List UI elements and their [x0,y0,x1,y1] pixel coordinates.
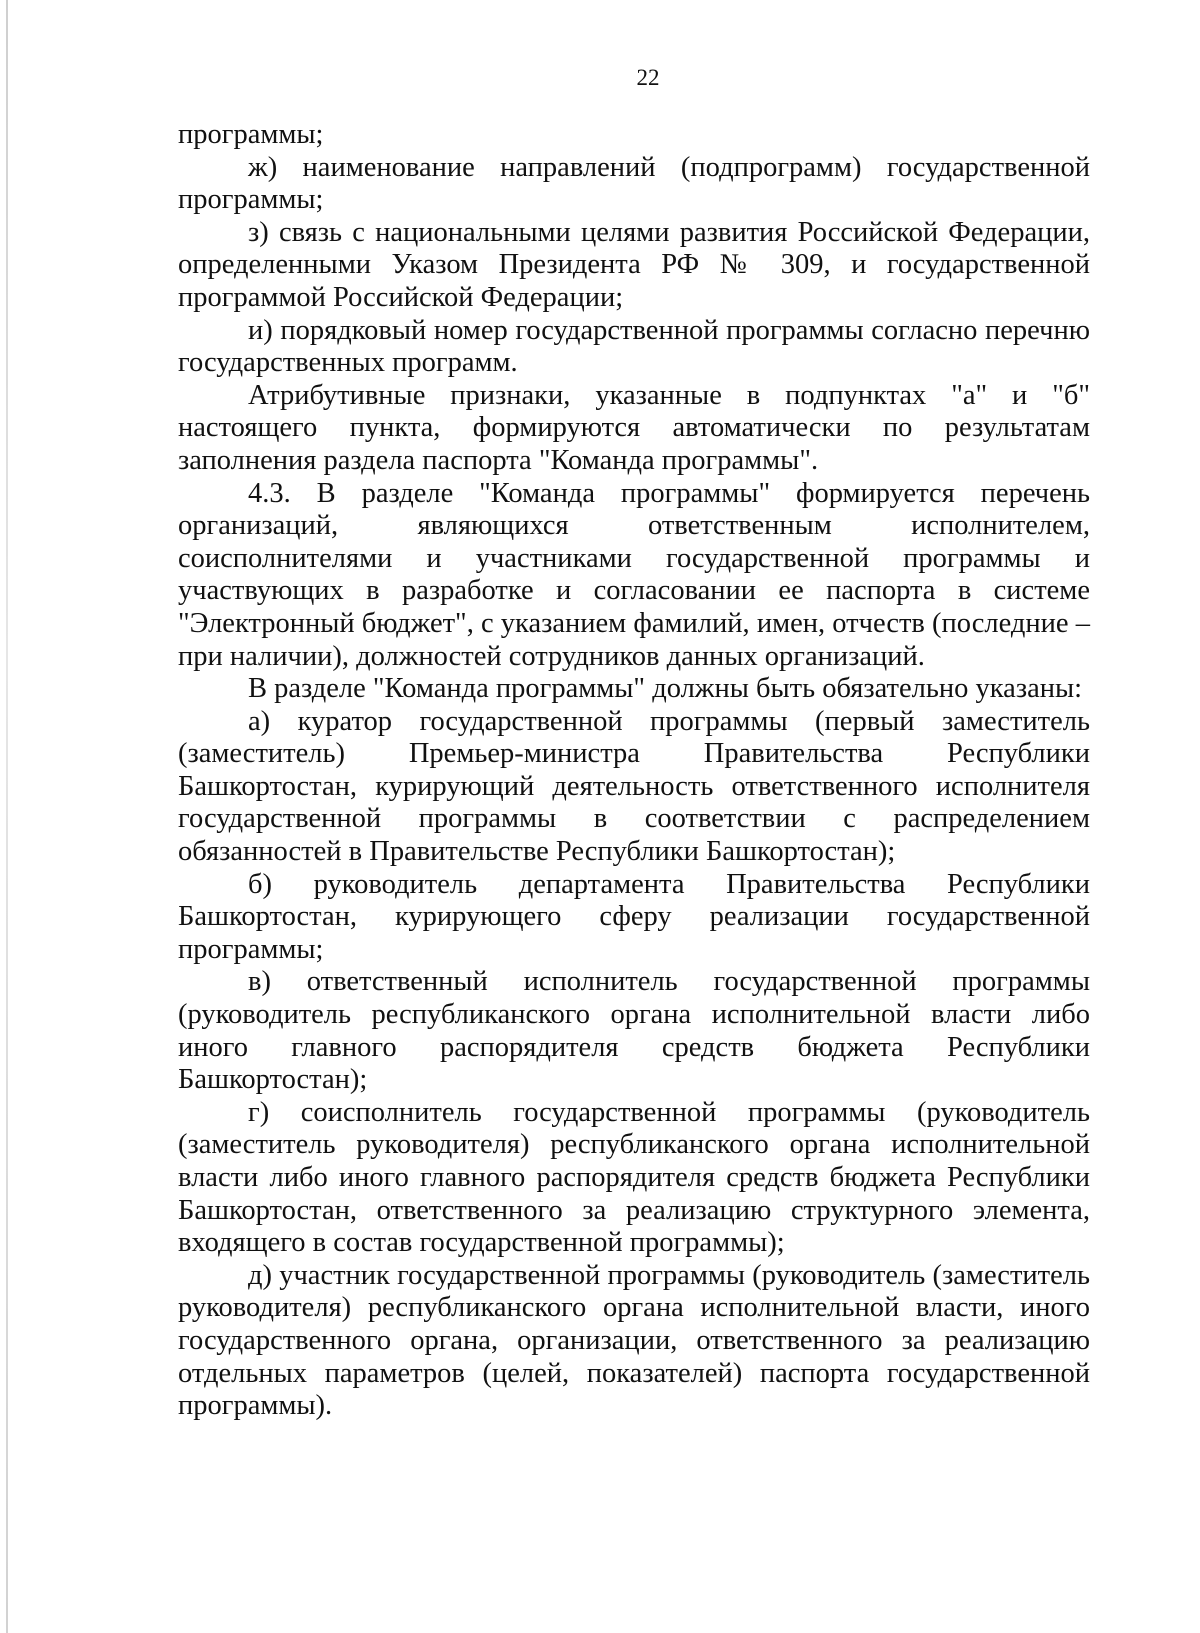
paragraph-continuation: программы; [178,119,324,150]
document-body [178,119,1090,1423]
paragraph-item-z: з) связь с национальными целями развития Российской Федерации, определенными Указом Президента РФ № 309, и государственной программой Российской Федерации; [178,216,1090,313]
paragraph-item-v: в) ответственный исполнитель государственной программы (руководитель республиканского органа исполнительной власти либо иного главного распорядителя средств бюджета Республики Башкортостан); [178,966,1090,1096]
paragraph-item-zh: ж) наименование направлений (подпрограмм) государственной программы; [178,151,1090,216]
paragraph-attributes: Атрибутивные признаки, указанные в подпунктах "а" и "б" настоящего пункта, формируются автоматически по результатам заполнения раздела паспорта "Команда программы". [178,379,1090,476]
paragraph-item-d: д) участник государственной программы (руководитель (заместитель руководителя) республиканского органа исполнительной власти, иного государственного органа, организации, ответственного за реализацию отдельных параметров (целей, показателей) паспорта государственной программы). [178,1259,1090,1422]
paragraph-section-4-3: 4.3. В разделе "Команда программы" формируется перечень организаций, являющихся ответственным исполнителем, соисполнителями и участниками государственной программы и участвующих в разработке и согласовании ее паспорта в системе "Электронный бюджет", с указанием фамилий, имен, отчеств (последние – при наличии), должностей сотрудников данных организаций. [178,477,1090,672]
paragraph-item-a: а) куратор государственной программы (первый заместитель (заместитель) Премьер-министра Правительства Республики Башкортостан, курирующий деятельность ответственного исполнителя государственной программы в соответствии с распределением обязанностей в Правительстве Республики Башкортостан); [178,705,1090,868]
paragraph-item-g: г) соисполнитель государственной программы (руководитель (заместитель руководителя) республиканского органа исполнительной власти либо иного главного распорядителя средств бюджета Республики Башкортостан, ответственного за реализацию структурного элемента, входящего в состав государственной программы); [178,1096,1090,1259]
paragraph-item-i: и) порядковый номер государственной программы согласно перечню государственных программ. [178,314,1090,379]
paragraph-required-list-intro: В разделе "Команда программы" должны быть обязательно указаны: [248,673,1083,705]
page-number: 22 [636,65,660,90]
scan-edge-line [6,0,8,1633]
paragraph-item-b: б) руководитель департамента Правительства Республики Башкортостан, курирующего сферу реализации государственной программы; [178,868,1090,965]
